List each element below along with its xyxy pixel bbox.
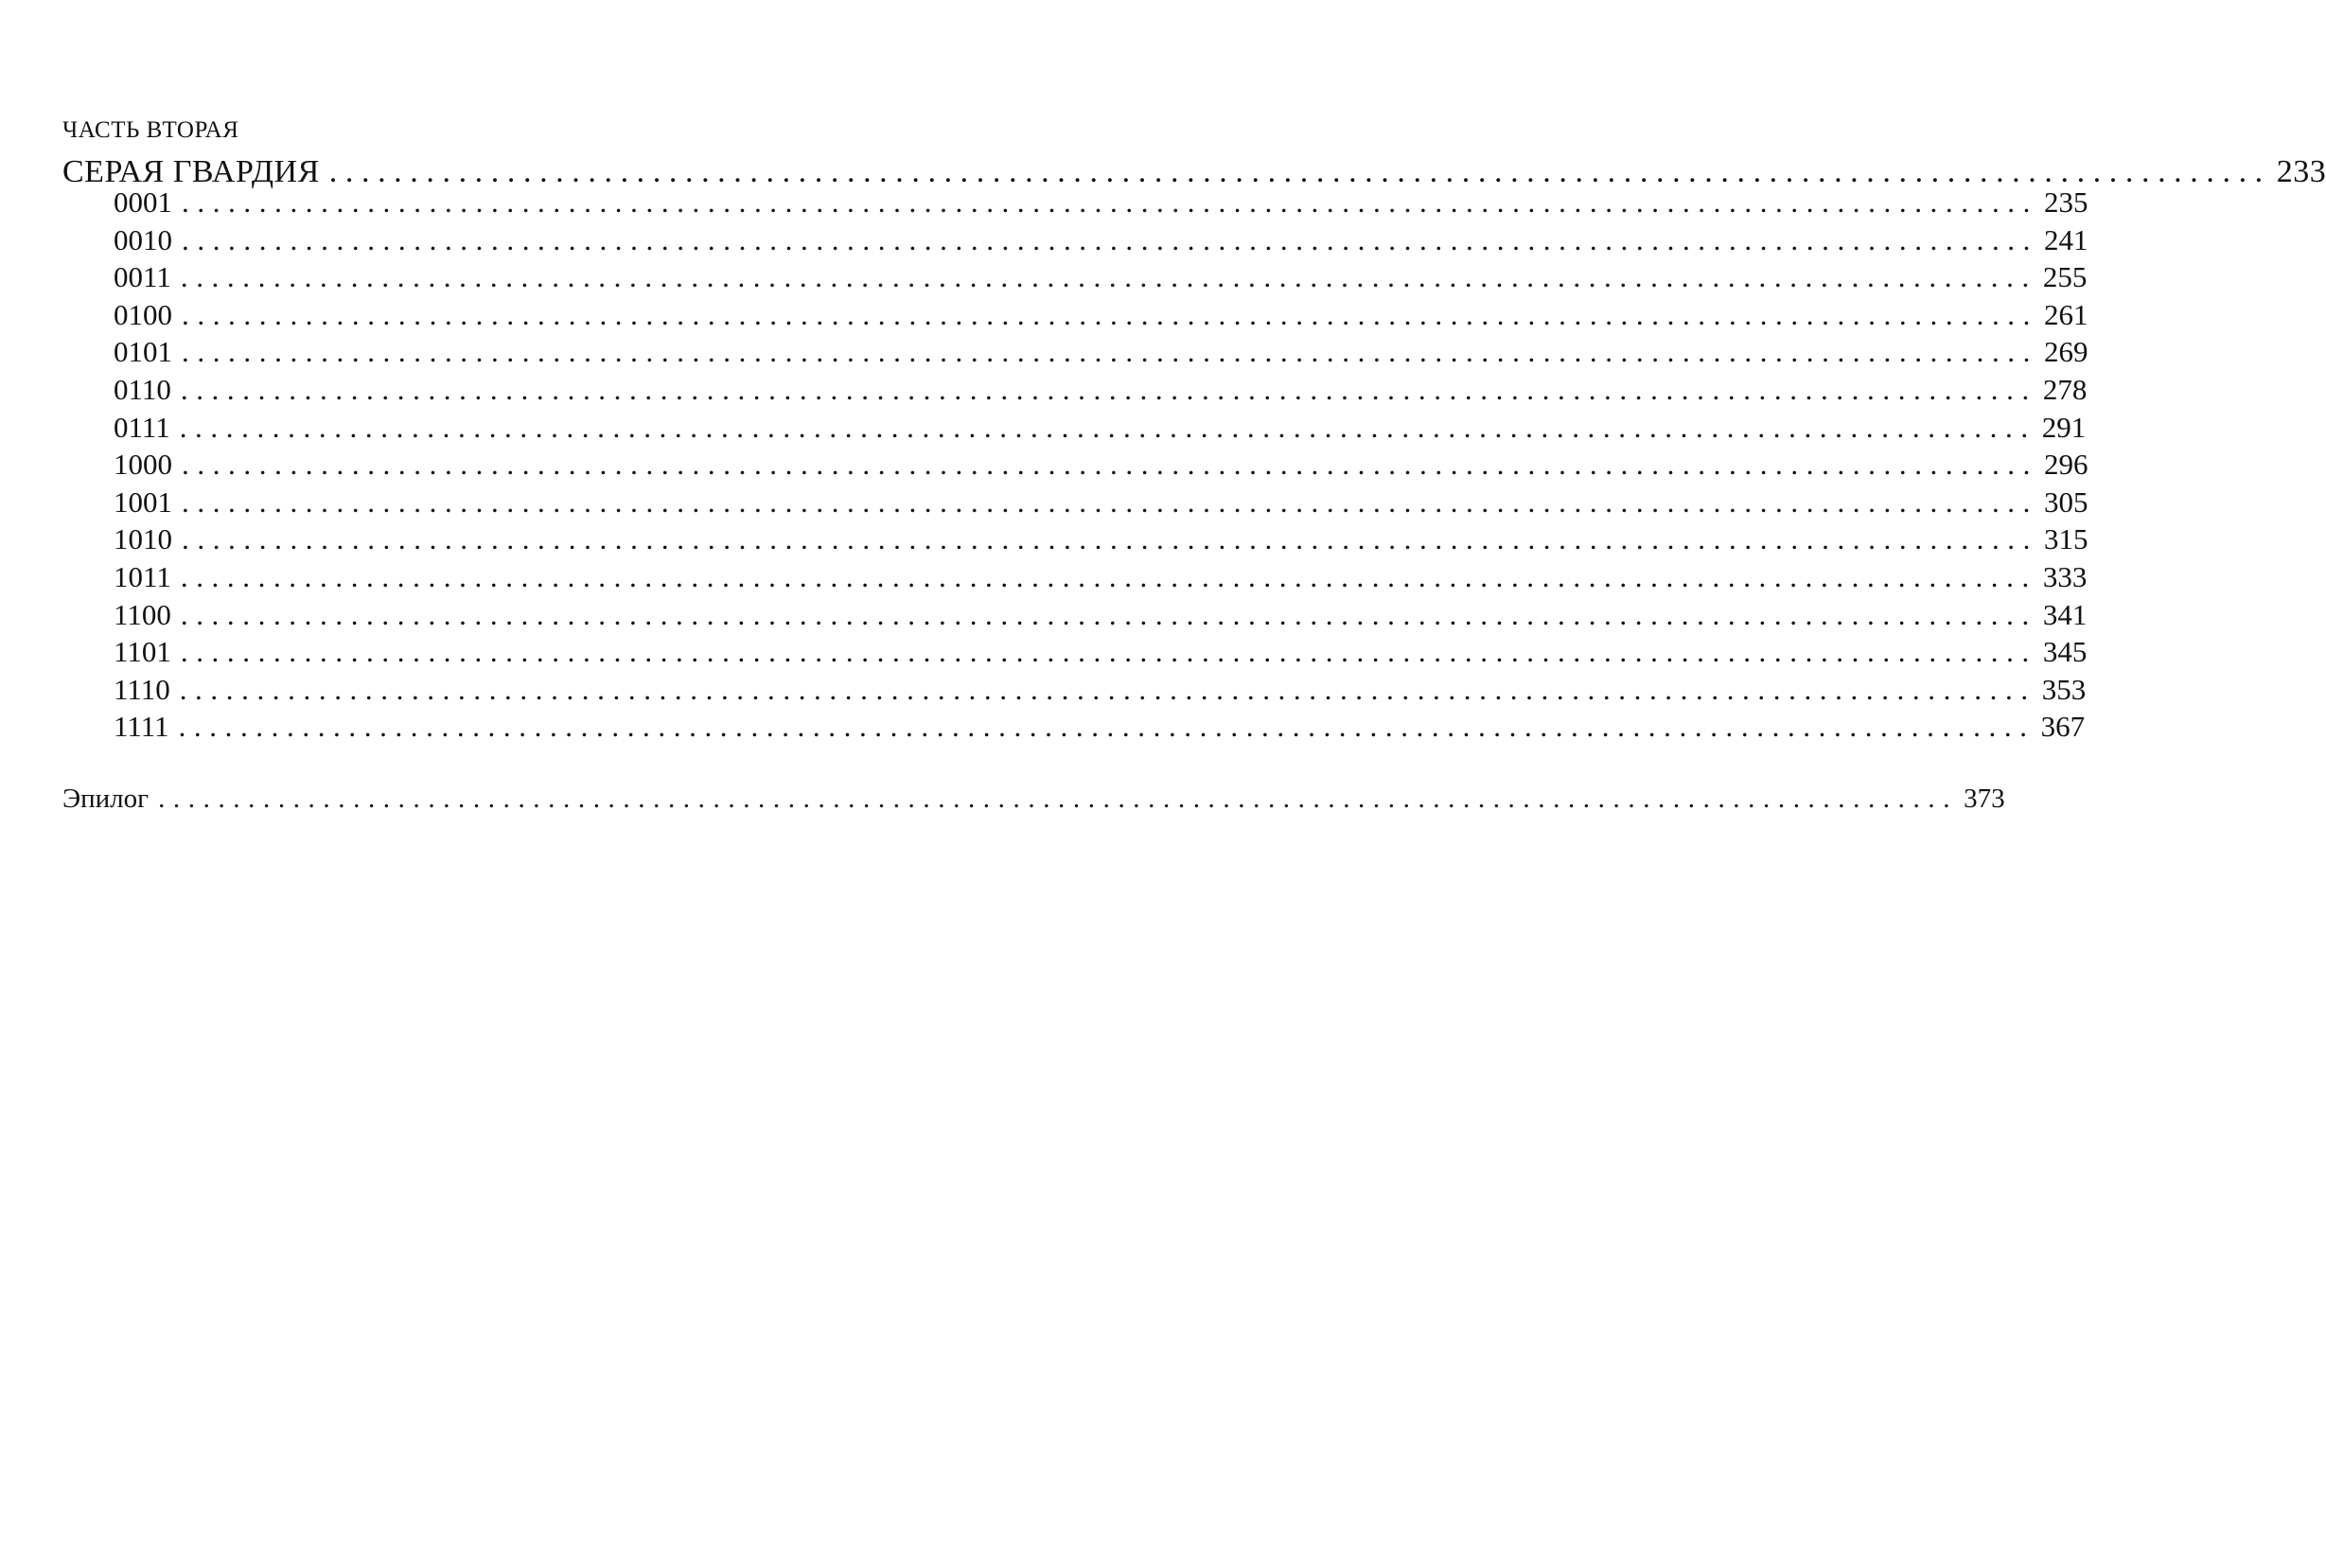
toc-entry-chapter xyxy=(114,672,2087,708)
dot-leader: ........................................................................................................................ xyxy=(182,222,2038,256)
dot-leader: ........................................................................................................................ xyxy=(180,597,2037,631)
chapter-page-number: 261 xyxy=(2044,297,2088,331)
epilogue-title: Эпилог xyxy=(62,784,150,814)
toc-entry-chapter xyxy=(114,597,2088,633)
chapter-page-number: 269 xyxy=(2044,335,2088,369)
chapter-page-number: 305 xyxy=(2044,484,2088,519)
chapter-title: 1010 xyxy=(114,522,172,556)
chapter-title: 1011 xyxy=(114,560,171,593)
dot-leader: ........................................................................................................................ xyxy=(328,154,2271,189)
chapter-title: 0001 xyxy=(114,185,172,219)
toc-entry-chapter xyxy=(114,259,2088,295)
dot-leader: ........................................................................................................................ xyxy=(158,784,1959,814)
dot-leader: ........................................................................................................................ xyxy=(182,185,2038,219)
dot-leader: ........................................................................................................................ xyxy=(182,448,2038,482)
dot-leader: ........................................................................................................................ xyxy=(182,335,2038,369)
chapter-page-number: 291 xyxy=(2041,410,2087,444)
part-page-number: 233 xyxy=(2276,154,2326,189)
toc-entry-chapter xyxy=(114,372,2088,408)
chapter-title: 0011 xyxy=(114,260,171,294)
chapter-title: 0010 xyxy=(114,222,172,256)
dot-leader: ........................................................................................................................ xyxy=(180,373,2037,406)
dot-leader: ........................................................................................................................ xyxy=(180,635,2037,669)
chapter-page-number: 235 xyxy=(2044,185,2088,219)
chapter-page-number: 333 xyxy=(2042,560,2088,593)
epilogue-page-number: 373 xyxy=(1964,784,2005,814)
toc-entry-chapter xyxy=(114,297,2088,333)
chapter-title: 0110 xyxy=(114,373,171,406)
toc-entry-chapter xyxy=(114,559,2088,595)
chapter-page-number: 353 xyxy=(2041,672,2087,706)
dot-leader: ........................................................................................................................ xyxy=(182,297,2038,331)
chapter-title: 0100 xyxy=(114,297,172,331)
chapter-title: 1001 xyxy=(114,484,172,519)
dot-leader: ........................................................................................................................ xyxy=(180,260,2037,294)
chapter-page-number: 367 xyxy=(2040,710,2086,744)
chapter-title: 0111 xyxy=(114,410,170,444)
chapter-title: 1101 xyxy=(114,635,171,669)
toc-entry-chapter xyxy=(114,709,2086,745)
chapter-title: 1000 xyxy=(114,448,172,482)
toc-entry-chapter xyxy=(114,447,2088,483)
dot-leader: ........................................................................................................................ xyxy=(182,522,2038,556)
dot-leader: ........................................................................................................................ xyxy=(179,672,2036,706)
chapter-page-number: 296 xyxy=(2044,448,2088,482)
dot-leader: ........................................................................................................................ xyxy=(179,410,2036,444)
chapter-page-number: 341 xyxy=(2042,597,2088,631)
dot-leader: ........................................................................................................................ xyxy=(178,710,2035,744)
toc-entry-chapter xyxy=(114,222,2088,258)
chapter-page-number: 315 xyxy=(2044,522,2088,556)
part-label: ЧАСТЬ ВТОРАЯ xyxy=(62,117,239,143)
chapter-page-number: 345 xyxy=(2042,635,2088,669)
chapter-page-number: 278 xyxy=(2042,373,2088,406)
chapter-title: 1111 xyxy=(114,710,169,744)
chapter-title: 1100 xyxy=(114,597,171,631)
chapter-title: 1110 xyxy=(114,672,170,706)
part-title: СЕРАЯ ГВАРДИЯ xyxy=(62,154,320,189)
chapter-title: 0101 xyxy=(114,335,172,369)
dot-leader: ........................................................................................................................ xyxy=(180,560,2037,593)
toc-entry-chapter xyxy=(114,410,2087,446)
chapter-page-number: 255 xyxy=(2042,260,2088,294)
dot-leader: ........................................................................................................................ xyxy=(182,484,2038,519)
chapter-page-number: 241 xyxy=(2044,222,2088,256)
toc-entry-chapter xyxy=(114,634,2088,670)
toc-entry-chapter xyxy=(114,484,2088,520)
toc-entry-chapter xyxy=(114,334,2088,370)
toc-entry-epilogue xyxy=(62,782,2005,816)
toc-entry-chapter xyxy=(114,185,2088,220)
toc-entry-chapter xyxy=(114,521,2088,557)
